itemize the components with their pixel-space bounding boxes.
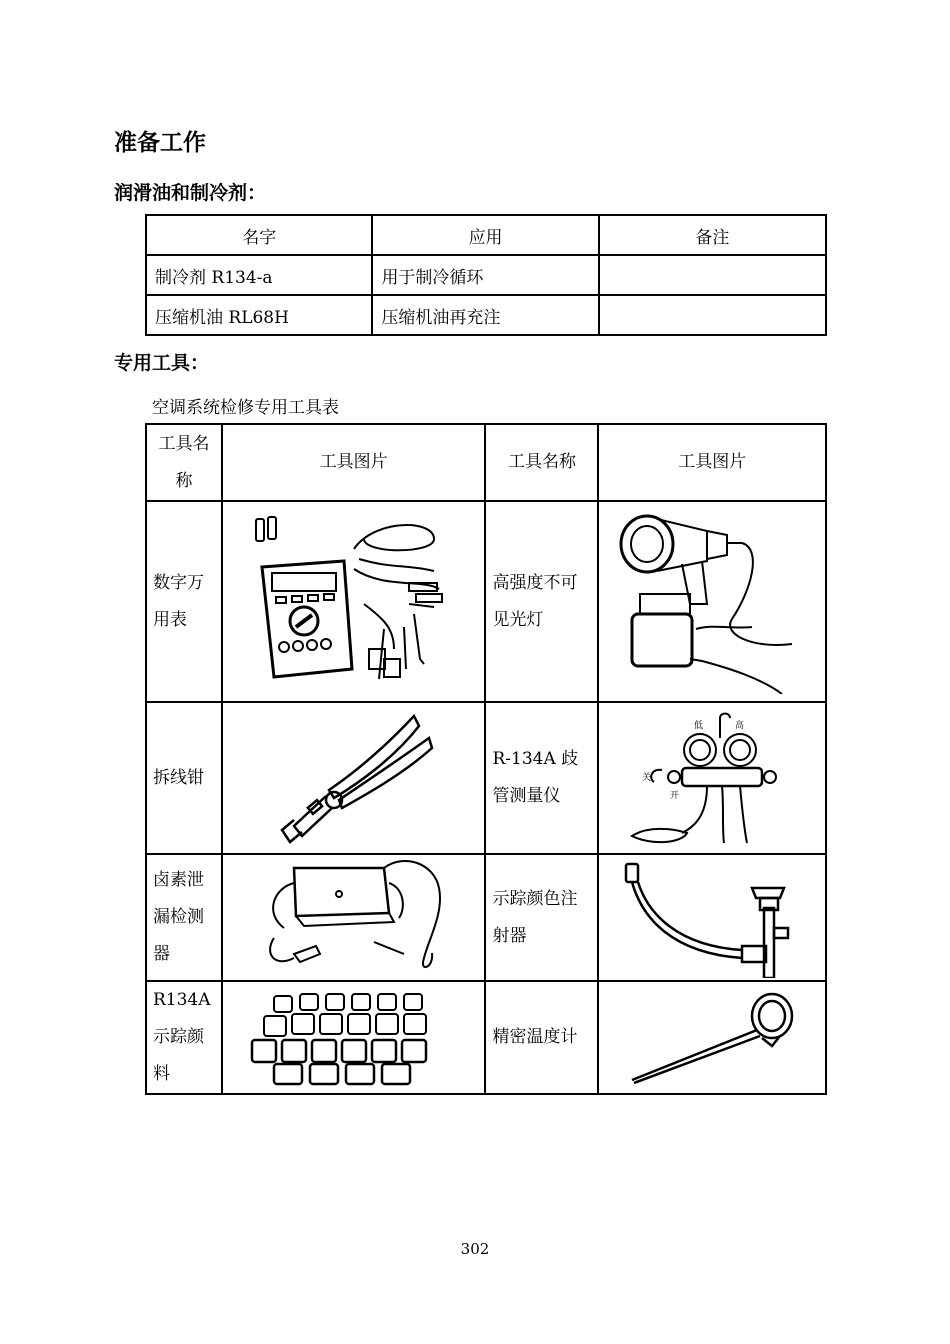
tool-name: 数字万用表 [146,501,222,702]
halogen-leak-detector-icon [222,854,486,981]
section-tools-title: 专用工具： [114,352,210,374]
tools-table [145,423,827,1095]
dye-injector-icon [598,854,826,981]
cell-remark [599,295,826,335]
gauge-label-high: 高 [735,721,745,731]
page-heading: 准备工作 [114,130,206,156]
table-row [146,981,826,1094]
table-row [146,295,826,335]
cell-application: 用于制冷循环 [372,255,598,295]
table-header-row [146,215,826,255]
thermometer-icon [598,981,826,1094]
header-tool-name-2: 工具名称 [485,424,598,501]
tool-name: 精密温度计 [485,981,598,1094]
cell-application: 压缩机油再充注 [372,295,598,335]
tool-name: R134A示踪颜料 [146,981,222,1094]
header-application: 应用 [372,215,598,255]
page-number: 302 [460,1240,490,1258]
tool-name: R-134A 歧管测量仪 [485,702,598,854]
tools-table-caption: 空调系统检修专用工具表 [152,398,339,418]
table-row [146,255,826,295]
tool-name: 拆线钳 [146,702,222,854]
cell-name: 压缩机油 RL68H [146,295,372,335]
gauge-label-close: 关 [642,773,652,783]
header-name: 名字 [146,215,372,255]
table-row [146,702,826,854]
tool-name: 示踪颜色注射器 [485,854,598,981]
uv-lamp-icon [598,501,826,702]
table-header-row [146,424,826,501]
header-remark: 备注 [599,215,826,255]
cell-remark [599,255,826,295]
dye-bottles-icon [222,981,486,1094]
table-row [146,854,826,981]
tool-name: 卤素泄漏检测器 [146,854,222,981]
lubricant-table [145,214,827,336]
table-row [146,501,826,702]
header-tool-name: 工具名称 [146,424,222,501]
section-lubricant-title: 润滑油和制冷剂： [114,182,267,204]
gauge-label-low: 低 [694,721,704,731]
header-tool-image-2: 工具图片 [598,424,826,501]
wire-stripper-icon [222,702,486,854]
tool-name: 高强度不可见光灯 [485,501,598,702]
manifold-gauge-icon [598,702,826,854]
gauge-label-open: 开 [670,791,680,801]
multimeter-icon [222,501,486,702]
cell-name: 制冷剂 R134-a [146,255,372,295]
header-tool-image: 工具图片 [222,424,486,501]
